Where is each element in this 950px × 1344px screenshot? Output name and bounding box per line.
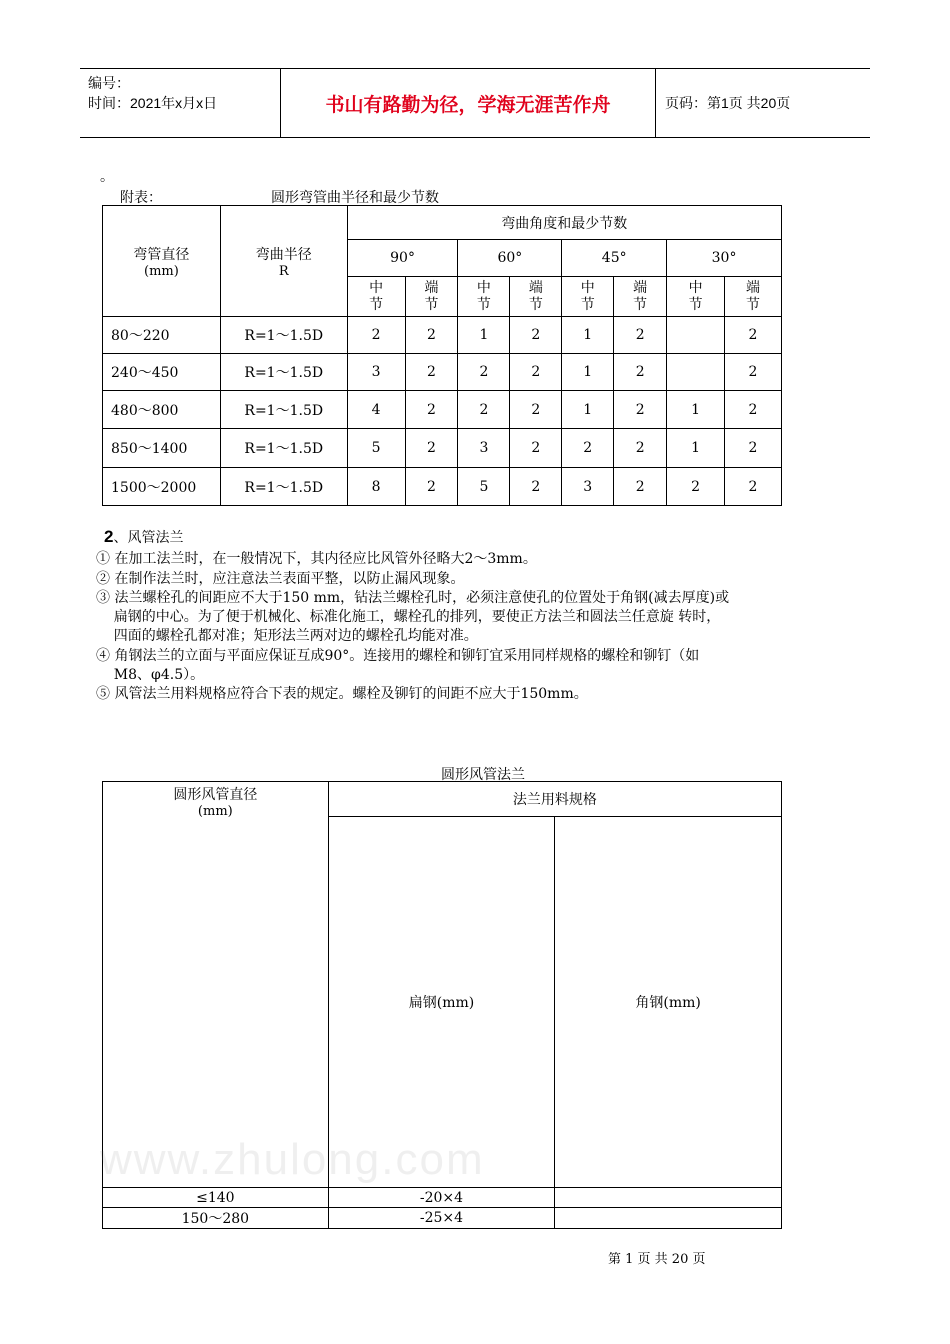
cell-value: 2 bbox=[405, 468, 458, 506]
cell-value bbox=[667, 354, 725, 391]
cell-diameter: 150～280 bbox=[103, 1208, 329, 1229]
table-row bbox=[103, 1208, 782, 1229]
cell-value: 2 bbox=[725, 391, 782, 429]
section2-item: ④ 角钢法兰的立面与平面应保证互成90°。连接用的螺栓和铆钉宜采用同样规格的螺栓和铆钉（如 bbox=[96, 648, 700, 664]
bend-table bbox=[102, 205, 782, 506]
cell-value: 3 bbox=[562, 468, 614, 506]
cell-value: 2 bbox=[405, 317, 458, 354]
cell-radius: R=1～1.5D bbox=[220, 429, 347, 468]
cell-flat: -20×4 bbox=[328, 1188, 555, 1208]
cell-value: 4 bbox=[347, 391, 405, 429]
cell-value: 2 bbox=[405, 429, 458, 468]
cell-radius: R=1～1.5D bbox=[220, 354, 347, 391]
angle-60: 60° bbox=[458, 240, 562, 277]
cell-value: 3 bbox=[347, 354, 405, 391]
header-motto: 书山有路勤为径，学海无涯苦作舟 bbox=[281, 69, 656, 137]
table-row bbox=[103, 391, 782, 429]
cell-value: 2 bbox=[405, 354, 458, 391]
header-meta bbox=[80, 69, 281, 137]
header-page-info: 页码：第1页 共20页 bbox=[665, 95, 791, 111]
cell-diameter: 240～450 bbox=[103, 354, 221, 391]
cell-value: 2 bbox=[614, 317, 667, 354]
cell-value: 3 bbox=[458, 429, 510, 468]
page-footer: 第 1 页 共 20 页 bbox=[608, 1252, 706, 1267]
sub-mid: 中 节 bbox=[667, 277, 725, 317]
cell-diameter: ≤140 bbox=[103, 1188, 329, 1208]
cell-value: 2 bbox=[614, 354, 667, 391]
cell-value: 2 bbox=[405, 391, 458, 429]
sub-end: 端 节 bbox=[510, 277, 562, 317]
table-row bbox=[103, 354, 782, 391]
cell-angle bbox=[555, 1208, 782, 1229]
radius-label: 弯曲半径 bbox=[255, 246, 312, 263]
section2-item: ③ 法兰螺栓孔的间距应不大于150 mm，钻法兰螺栓孔时，必须注意使孔的位置处于角钢(减去厚度)或 bbox=[96, 590, 730, 606]
cell-value: 2 bbox=[725, 429, 782, 468]
cell-diameter: 80～220 bbox=[103, 317, 221, 354]
time-label: 时间：2021年x月x日 bbox=[88, 95, 218, 111]
cell-value: 1 bbox=[562, 317, 614, 354]
table1-caption: 圆形弯管曲半径和最少节数 bbox=[271, 190, 439, 206]
cell-angle bbox=[555, 1188, 782, 1208]
watermark: www.zhulong.com bbox=[100, 1135, 485, 1184]
header-radius bbox=[220, 206, 347, 317]
sub-mid: 中 节 bbox=[347, 277, 405, 317]
header-angle-steel: 角钢(mm) bbox=[555, 817, 782, 1188]
angle-45: 45° bbox=[562, 240, 667, 277]
cell-value: 1 bbox=[667, 391, 725, 429]
cell-value: 2 bbox=[614, 468, 667, 506]
cell-value: 2 bbox=[614, 391, 667, 429]
section2-title: 、风管法兰 bbox=[113, 530, 184, 546]
sub-mid: 中 节 bbox=[562, 277, 614, 317]
cell-value: 1 bbox=[562, 391, 614, 429]
cell-diameter: 480～800 bbox=[103, 391, 221, 429]
table1-caption-prefix: 附表： bbox=[120, 190, 162, 206]
duct-diameter-label: 圆形风管直径 bbox=[173, 787, 258, 803]
section2-item: ⑤ 风管法兰用料规格应符合下表的规定。螺栓及铆钉的间距不应大于150mm。 bbox=[96, 686, 588, 702]
cell-value: 2 bbox=[458, 354, 510, 391]
sub-mid: 中 节 bbox=[458, 277, 510, 317]
section2-item: 四面的螺栓孔都对准；矩形法兰两对边的螺栓孔均能对准。 bbox=[96, 628, 478, 644]
angle-90: 90° bbox=[347, 240, 458, 277]
cell-value: 2 bbox=[667, 468, 725, 506]
table-row bbox=[103, 317, 782, 354]
cell-value: 2 bbox=[725, 317, 782, 354]
header-flat-steel: 扁钢(mm) bbox=[328, 817, 555, 1188]
leading-dot: 。 bbox=[100, 169, 114, 185]
cell-value: 2 bbox=[510, 317, 562, 354]
cell-value: 5 bbox=[458, 468, 510, 506]
cell-radius: R=1～1.5D bbox=[220, 317, 347, 354]
section2-item: 扁钢的中心。为了便于机械化、标准化施工，螺栓孔的排列，要使正方法兰和圆法兰任意旋 转时， bbox=[96, 609, 721, 625]
cell-radius: R=1～1.5D bbox=[220, 391, 347, 429]
header-duct-diameter bbox=[103, 782, 329, 1188]
cell-diameter: 850～1400 bbox=[103, 429, 221, 468]
table2-caption: 圆形风管法兰 bbox=[441, 767, 525, 783]
cell-value bbox=[667, 317, 725, 354]
section2-heading bbox=[104, 527, 183, 547]
table-row bbox=[103, 429, 782, 468]
code-label: 编号： bbox=[88, 75, 130, 91]
section2-item: ① 在加工法兰时，在一般情况下，其内径应比风管外径略大2～3mm。 bbox=[96, 551, 537, 567]
cell-radius: R=1～1.5D bbox=[220, 468, 347, 506]
header-angle-group: 弯曲角度和最少节数 bbox=[347, 206, 781, 240]
section2-item: M8、φ4.5）。 bbox=[96, 667, 205, 683]
duct-diameter-unit: (mm) bbox=[197, 804, 233, 819]
cell-value: 2 bbox=[510, 468, 562, 506]
cell-value: 1 bbox=[562, 354, 614, 391]
cell-value: 2 bbox=[510, 391, 562, 429]
cell-value: 1 bbox=[667, 429, 725, 468]
cell-value: 2 bbox=[614, 429, 667, 468]
radius-unit: R bbox=[278, 263, 289, 279]
cell-flat: -25×4 bbox=[328, 1208, 555, 1229]
cell-value: 2 bbox=[725, 468, 782, 506]
header-diameter bbox=[103, 206, 221, 317]
section2-number: 2 bbox=[104, 527, 114, 546]
cell-value: 2 bbox=[725, 354, 782, 391]
cell-value: 1 bbox=[458, 317, 510, 354]
cell-value: 2 bbox=[510, 354, 562, 391]
cell-value: 5 bbox=[347, 429, 405, 468]
cell-value: 2 bbox=[562, 429, 614, 468]
cell-value: 2 bbox=[347, 317, 405, 354]
diameter-unit: (mm) bbox=[144, 263, 179, 279]
header-material-group: 法兰用料规格 bbox=[328, 782, 781, 817]
sub-end: 端 节 bbox=[725, 277, 782, 317]
sub-end: 端 节 bbox=[614, 277, 667, 317]
page-header bbox=[80, 68, 870, 138]
sub-end: 端 节 bbox=[405, 277, 458, 317]
cell-value: 2 bbox=[458, 391, 510, 429]
table-row bbox=[103, 1188, 782, 1208]
diameter-label: 弯管直径 bbox=[133, 246, 190, 263]
table-row bbox=[103, 468, 782, 506]
cell-diameter: 1500～2000 bbox=[103, 468, 221, 506]
cell-value: 8 bbox=[347, 468, 405, 506]
section2-item: ② 在制作法兰时，应注意法兰表面平整，以防止漏风现象。 bbox=[96, 571, 465, 587]
angle-30: 30° bbox=[667, 240, 782, 277]
cell-value: 2 bbox=[510, 429, 562, 468]
